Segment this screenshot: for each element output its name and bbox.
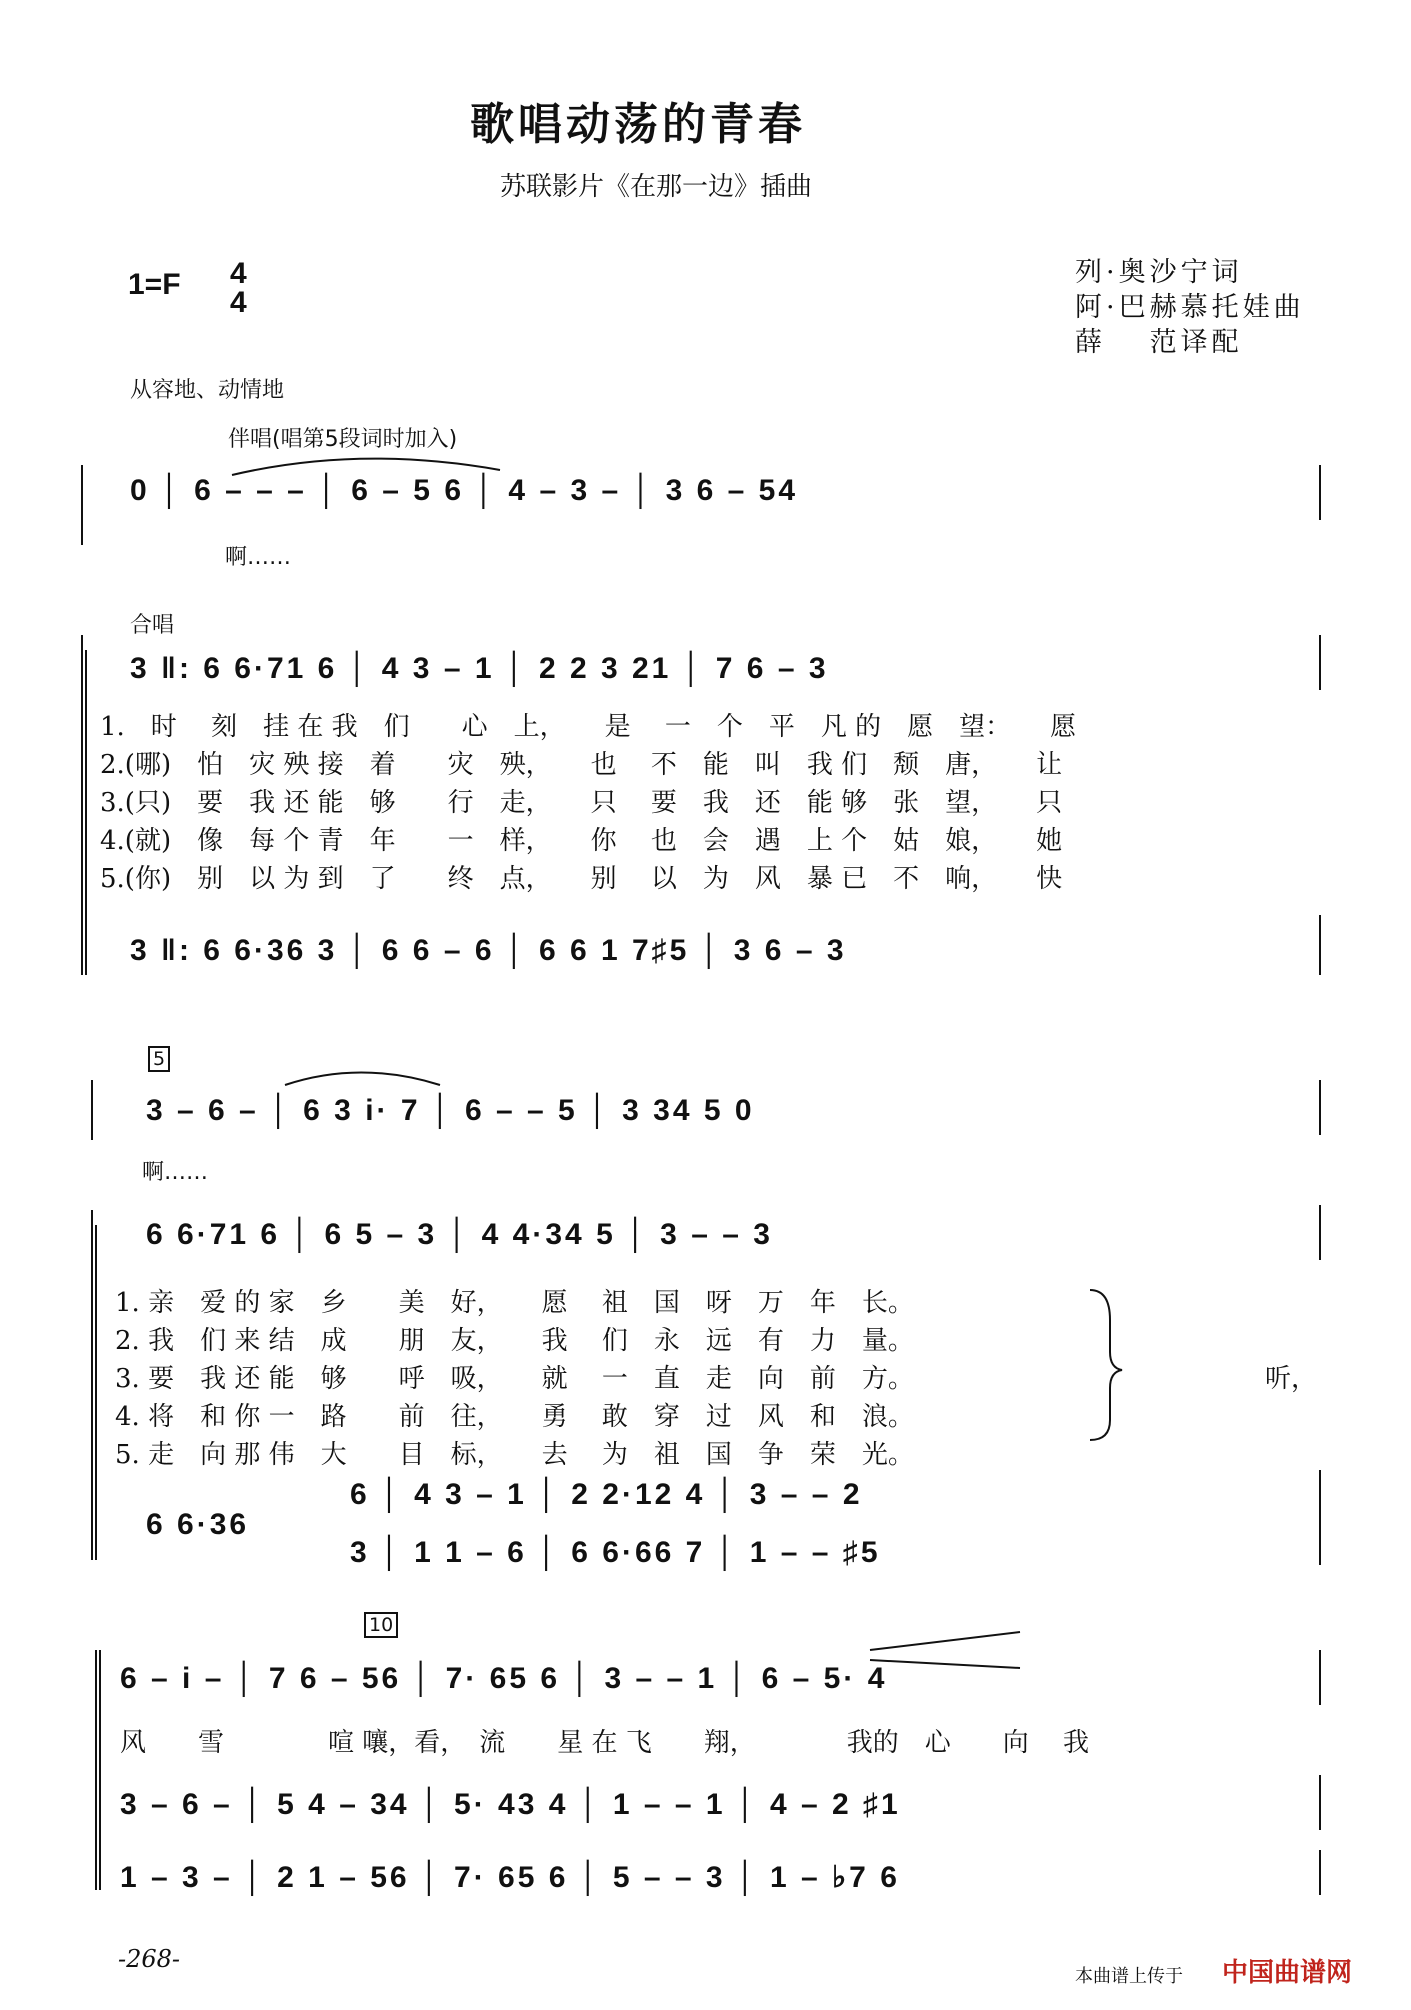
bass-row-1: 3 ‖: 6 6·36 3 │ 6 6 – 6 │ 6 6 1 7♯5 │ 3 6 – 3 [130,934,847,967]
lyric-line: 1. 时 刻 挂 在 我 们 心 上， 是 一 个 平 凡 的 愿 望： 愿 [100,712,1077,742]
lyric-line: 3.(只) 要 我 还 能 够 行 走， 只 要 我 还 能 够 张 望， 只 [100,788,1063,818]
page-title: 歌唱动荡的青春 [470,99,806,150]
accompaniment-label: 伴唱(唱第5段词时加入) [228,427,458,452]
page-number: -268- [118,1945,181,1973]
accompaniment-row-2: 3 – 6 – │ 6 3 i· 7 │ 6 – – 5 │ 3 34 5 0 [146,1094,755,1127]
chorus-label: 合唱 [130,613,175,638]
melody-row-2: 6 6·71 6 │ 6 5 – 3 │ 4 4·34 5 │ 3 – – 3 [146,1218,773,1251]
melody-row-3: 6 – i – │ 7 6 – 56 │ 7· 65 6 │ 3 – – 1 │ 6 – 5· 4 [120,1662,888,1695]
logo-text: 中国曲谱网 [1222,1958,1353,1988]
lyric-line-3: 风 雪 喧 嚷，看， 流 星 在 飞 翔， 我的 心 向 我 [120,1728,1090,1758]
rehearsal-mark-5: 5 [148,1046,170,1072]
credit-translation: 薛 范译配 [1075,327,1243,358]
credit-lyrics: 列·奥沙宁词 [1075,257,1243,288]
tempo-marking: 从容地、动情地 [130,378,285,403]
bass-row-3: 1 – 3 – │ 2 1 – 56 │ 7· 65 6 │ 5 – – 3 │ 1 – ♭7 6 [120,1861,900,1894]
ah-lyric-2: 啊…… [142,1160,209,1185]
lyric-ting: 听， [1265,1364,1318,1394]
subtitle: 苏联影片《在那一边》插曲 [500,172,813,202]
upload-note: 本曲谱上传于 [1075,1966,1183,1987]
lyric-line: 1. 亲 爱 的 家 乡 美 好， 愿 祖 国 呀 万 年 长。 [115,1288,914,1318]
time-signature-numerator: 4 [230,257,247,290]
lyric-line: 4. 将 和 你 一 路 前 往， 勇 敢 穿 过 风 和 浪。 [115,1402,914,1432]
lyric-line: 3. 要 我 还 能 够 呼 吸， 就 一 直 走 向 前 方。 [115,1364,914,1394]
ah-lyric: 啊…… [225,545,292,570]
bass-lower-row: 3 │ 1 1 – 6 │ 6 6·66 7 │ 1 – – ♯5 [350,1536,881,1569]
lyric-line: 5. 走 向 那 伟 大 目 标， 去 为 祖 国 争 荣 光。 [115,1440,914,1470]
time-signature-denominator: 4 [230,286,247,319]
lyric-line: 5.(你) 别 以 为 到 了 终 点， 别 以 为 风 暴 已 不 响， 快 [100,864,1063,894]
bass-lead: 6 6·36 [146,1508,250,1541]
melody-row-1: 3 ‖: 6 6·71 6 │ 4 3 – 1 │ 2 2 3 21 │ 7 6 – 3 [130,652,829,685]
rehearsal-mark-10: 10 [364,1612,398,1638]
credit-music: 阿·巴赫慕托娃曲 [1075,292,1305,323]
key-signature: 1=F [128,268,181,301]
accompaniment-row: 0 │ 6 – – – │ 6 – 5 6 │ 4 – 3 – │ 3 6 – 54 [130,474,799,507]
lyric-line: 2.(哪) 怕 灾 殃 接 着 灾 殃， 也 不 能 叫 我 们 颓 唐， 让 [100,750,1063,780]
lyric-line: 4.(就) 像 每 个 青 年 一 样， 你 也 会 遇 上 个 姑 娘， 她 [100,826,1063,856]
lyric-line: 2. 我 们 来 结 成 朋 友， 我 们 永 远 有 力 量。 [115,1326,914,1356]
bass-upper-row: 6 │ 4 3 – 1 │ 2 2·12 4 │ 3 – – 2 [350,1478,863,1511]
alto-row-3: 3 – 6 – │ 5 4 – 34 │ 5· 43 4 │ 1 – – 1 │ 4 – 2 ♯1 [120,1788,901,1821]
